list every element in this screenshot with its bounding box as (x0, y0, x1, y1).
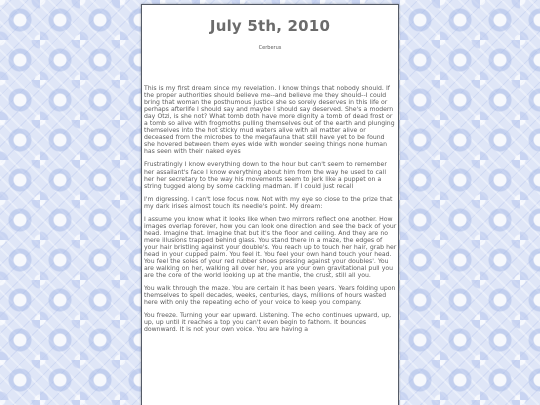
paragraph: I assume you know what it looks like when two mirrors reflect one another. How images overlap forever, how you can look one direction and see the back of your head. Imagine that. Imagine that but it's the floor and ceiling. And they are no mere illusions trapped behind glass. You stand there in a maze, the edges of your hair bristling against your double's. You reach up to touch her hair, grab her head in your cupped palm. You feel it. You feel your own hand touch your head. You feel the soles of your red rubber shoes pressing against your doubles'. You are walking on her, walking all over her, you are your own gravitational pull you are the core of the world looking up at the mantle, the crust, still all you. (144, 215, 397, 280)
page-title: July 5th, 2010 (209, 17, 331, 35)
paragraph: This is my first dream since my revelation. I know things that nobody should. If the proper authorities should believe me--and believe me they should--I could bring that woman the posthumous justice she so sorely deserves in this life or perhaps afterlife I should say and maybe I should say deserved. She's a modern day Otzi, is she not? What tomb doth have more dignity a tomb of dead frost or a tomb so alive with frogmoths pulling themselves out of the earth and plunging themselves into the hot sticky mud waters alive with all matter alive or deceased from the microbes to the megafauna that still have yet to be found she hovered between them eyes wide with wonder seeing things none human has seen with their naked eyes (144, 85, 395, 156)
paragraph: Frustratingly I know everything down to the hour but can't seem to remember her assailant's face I know everything about him from the way he used to call her her secretary to the way his movements seem to jerk like a puppet on a string tugged along by some cackling madman. If I could just recall (144, 161, 387, 190)
journal-page (141, 4, 399, 405)
journal-body (142, 85, 398, 333)
paragraph: You freeze. Turning your ear upward. Listening. The echo continues upward, up, up, up until it reaches a top you can't even begin to fathom. It bounces downward. It is not your own voice. You are having a (144, 312, 392, 334)
author-name: Cerberus (258, 45, 282, 51)
paragraph: I'm digressing. I can't lose focus now. Not with my eye so close to the prize that my dark irises almost touch its needle's point. My dream: (144, 195, 393, 210)
paragraph: You walk through the maze. You are certain it has been years. Years folding upon themselves to spell decades, weeks, centuries, days, millions of hours wasted here with only the repeating echo of your voice to keep you company. (144, 285, 396, 307)
